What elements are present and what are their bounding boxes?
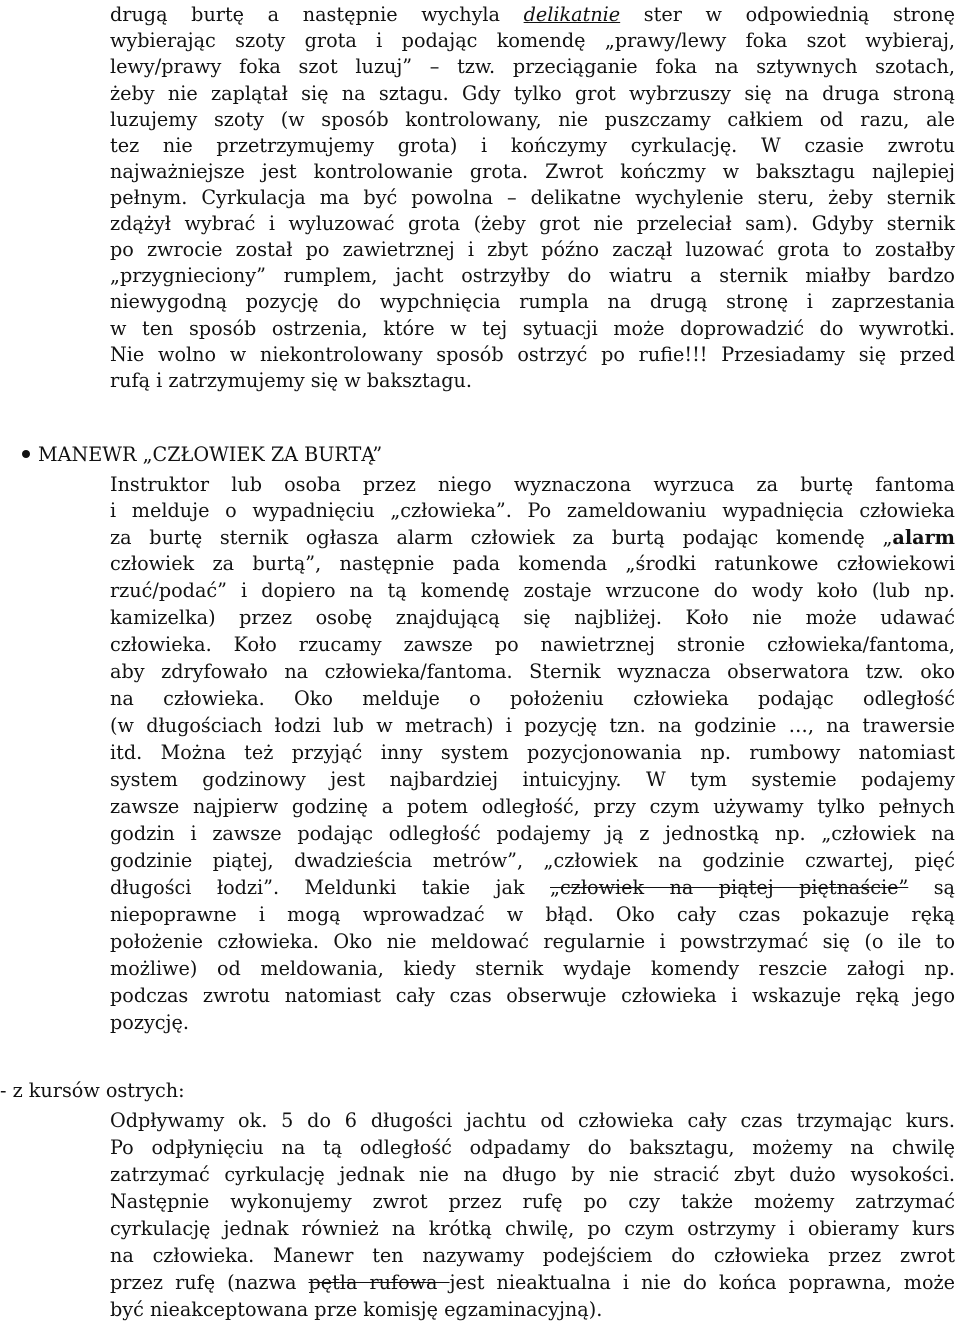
emphasized-word: delikatnie — [523, 3, 621, 26]
text-line: pozycję. — [110, 1011, 189, 1034]
text-fragment: ster w odpowiednią stronę — [620, 3, 955, 26]
struck-phrase: pętla rufowa — [308, 1271, 450, 1294]
text-line: (w długościach łodzi lub w metrach) i pozycję tzn. na godzinie …, na trawersie — [110, 714, 955, 737]
text-line: rzuć/podać” i dopiero na tą komendę zostaje wrzucone do wody koło (lub np. — [110, 579, 955, 602]
text-fragment: za burtę sternik ogłasza alarm człowiek za burtą podając komendę „ — [110, 526, 893, 549]
section-heading-text: MANEWR „CZŁOWIEK ZA BURTĄ” — [38, 443, 383, 466]
subheading: - z kursów ostrych: — [0, 1079, 185, 1102]
section-heading — [22, 440, 382, 470]
text-line: położenie człowieka. Oko nie meldować regularnie i powstrzymać się (o ile to — [110, 930, 955, 953]
text-line: na człowieka. Oko melduje o położeniu człowieka podając odległość — [110, 687, 955, 710]
text-fragment: są — [908, 876, 955, 899]
text-line: godzin i zawsze podając odległość podajemy ją z jednostką np. „człowiek na — [110, 822, 955, 845]
text-line: cyrkulację jednak również na krótką chwilę, po czym ostrzymy i obieramy kurs — [110, 1217, 955, 1240]
text-line: kamizelka) przez osobę znajdującą się najbliżej. Koło nie może udawać — [110, 606, 955, 629]
text-fragment: drugą burtę a następnie wychyla — [110, 3, 524, 26]
text-line: niepoprawne i mogą wprowadzać w błąd. Oko cały czas pokazuje ręką — [110, 903, 955, 926]
text-line: luzujemy szoty (w sposób kontrolowany, nie puszczamy całkiem od razu, ale — [110, 108, 955, 131]
text-line: godzinie piątej, dwadzieścia metrów”, „człowiek na godzinie czwartej, pięć — [110, 849, 955, 872]
text-line: Instruktor lub osoba przez niego wyznaczona wyrzuca za burtę fantoma — [110, 473, 955, 496]
text-line: człowieka. Koło rzucamy zawsze po nawietrznej stronie człowieka/fantoma, — [110, 633, 955, 656]
text-line: zawsze najpierw godzinę a potem odległość, przy czym używamy tylko pełnych — [110, 795, 955, 818]
text-line: tez nie przetrzymujemy grota) i kończymy cyrkulację. W czasie zwrotu — [110, 134, 955, 157]
text-line: system godzinowy jest najbardziej intuicyjny. W tym systemie podajemy — [110, 768, 955, 791]
text-line: człowiek za burtą”, następnie pada komenda „środki ratunkowe człowiekowi — [110, 552, 955, 575]
text-line: „przygnieciony” rumplem, jacht ostrzyłby do wiatru a sternik miałby bardzo — [110, 264, 955, 287]
text-line: po zwrocie został po zawietrznej i zbyt późno zaczął luzować grota to zostałby — [110, 238, 955, 261]
bullet-icon — [22, 450, 30, 458]
text-line: itd. Można też przyjąć inny system pozycjonowania np. rumbowy natomiast — [110, 741, 955, 764]
text-line: zdążył wybrać i wyluzować grota (żeby grot nie przeleciał sam). Gdyby sternik — [110, 212, 955, 235]
text-line: podczas zwrotu natomiast cały czas obserwuje człowieka i wskazuje ręką jego — [110, 984, 955, 1007]
text-line: pełnym. Cyrkulacja ma być powolna – delikatne wychylenie steru, żeby sternik — [110, 186, 955, 209]
text-line: zatrzymać cyrkulację jednak nie na długo by nie stracić zbyt dużo wysokości. — [110, 1163, 955, 1186]
text-line: najważniejsze jest kontrolowanie grota. Zwrot kończmy w baksztagu najlepiej — [110, 160, 955, 183]
text-fragment: długości łodzi”. Meldunki takie jak — [110, 876, 550, 899]
text-line: na człowieka. Manewr ten nazywamy podejściem do człowieka przez zwrot — [110, 1244, 955, 1267]
text-line: Nie wolno w niekontrolowany sposób ostrzyć po rufie!!! Przesiadamy się przed — [110, 343, 955, 366]
text-line — [110, 1268, 955, 1298]
text-line: aby zdryfowało na człowieka/fantoma. Sternik wyznacza obserwatora tzw. oko — [110, 660, 955, 683]
text-line: żeby nie zaplątał się na sztagu. Gdy tylko grot wybrzuszy się na druga stroną — [110, 82, 955, 105]
text-line: w ten sposób ostrzenia, które w tej sytuacji może doprowadzić do wywrotki. — [110, 317, 955, 340]
text-line: wybierając szoty grota i podając komendę „prawy/lewy foka szot wybieraj, — [110, 29, 955, 52]
struck-phrase: „człowiek na piątej piętnaście” — [550, 876, 909, 899]
text-line: lewy/prawy foka szot luzuj” – tzw. przeciąganie foka na sztywnych szotach, — [110, 55, 955, 78]
text-line: Po odpłynięciu na tą odległość odpadamy do baksztagu, możemy na chwilę — [110, 1136, 955, 1159]
text-line — [110, 873, 955, 903]
text-line: rufą i zatrzymujemy się w baksztagu. — [110, 369, 472, 392]
text-fragment: jest nieaktualna i nie do końca poprawna, może — [449, 1271, 955, 1294]
bold-word: alarm — [892, 526, 955, 549]
text-line: i melduje o wypadnięciu „człowieka”. Po zameldowaniu wypadnięcia człowieka — [110, 499, 955, 522]
text-fragment: przez rufę (nazwa — [110, 1271, 309, 1294]
text-line: Odpływamy ok. 5 do 6 długości jachtu od człowieka cały czas trzymając kurs. — [110, 1109, 955, 1132]
text-line: możliwe) od meldowania, kiedy sternik wydaje komendy reszcie załogi np. — [110, 957, 955, 980]
text-line: Następnie wykonujemy zwrot przez rufę po czy także możemy zatrzymać — [110, 1190, 955, 1213]
text-line: niewygodną pozycję do wypchnięcia rumpla na drugą stronę i zaprzestania — [110, 290, 955, 313]
text-line: być nieakceptowana prze komisję egzaminacyjną). — [110, 1298, 603, 1321]
